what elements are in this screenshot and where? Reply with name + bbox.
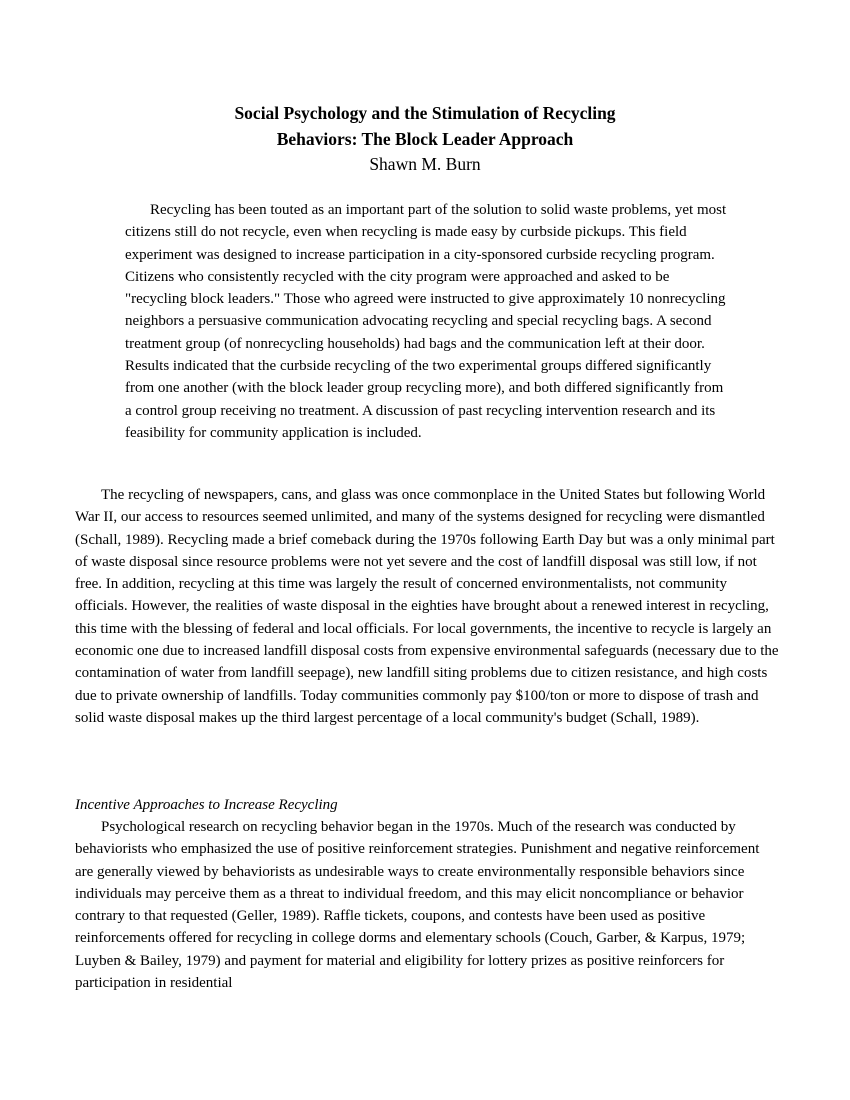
paper-title-line-2: Behaviors: The Block Leader Approach xyxy=(276,129,574,149)
section-paragraph: Psychological research on recycling behavior began in the 1970s. Much of the research was conducted by behaviorists who emphasized the use of positive reinforcement strategies. Punishment and negative reinforcement are generally viewed by behaviorists as undesirable ways to create environmentally responsible behaviors since individuals may perceive them as a threat to individual freedom, and this may elicit noncompliance or behavior contrary to that requested (Geller, 1989). Raffle tickets, coupons, and contests have been used as positive reinforcements offered for recycling in college dorms and elementary schools (Couch, Garber, & Karpus, 1979; Luyben & Bailey, 1979) and payment for material and eligibility for lottery prizes as positive reinforcers for participation in residential xyxy=(75,819,760,992)
paper-title-line-1: Social Psychology and the Stimulation of Recycling xyxy=(234,103,616,123)
abstract-paragraph: Recycling has been touted as an important part of the solution to solid waste problems, yet most citizens still do not recycle, even when recycling is made easy by curbside pickups. This field experiment was designed to increase participation in a city-sponsored curbside recycling program. Citizens who consistently recycled with the city program were approached and asked to be "recycling block leaders." Those who agreed were instructed to give approximately 10 nonrecycling neighbors a persuasive communication advocating recycling and special recycling bags. A second treatment group (of nonrecycling households) had bags and the communication left at their door. Results indicated that the curbside recycling of the two experimental groups differed significantly from one another (with the block leader group recycling more), and both differed significantly from a control group receiving no treatment. A discussion of past recycling intervention research and its feasibility for community application is included. xyxy=(125,202,727,441)
section-heading: Incentive Approaches to Increase Recycling xyxy=(75,797,338,813)
intro-paragraph: The recycling of newspapers, cans, and glass was once commonplace in the United States but following World War II, our access to resources seemed unlimited, and many of the systems designed for recycling were dismantled (Schall, 1989). Recycling made a brief comeback during the 1970s following Earth Day but was a only minimal part of waste disposal since resource problems were not yet severe and the cost of landfill disposal was still low, if not free. In addition, recycling at this time was largely the result of concerned environmentalists, not community officials. However, the realities of waste disposal in the eighties have brought about a renewed interest in recycling, this time with the blessing of federal and local officials. For local governments, the incentive to recycle is largely an economic one due to increased landfill disposal costs from expensive environmental safeguards (necessary due to the contamination of water from landfill seepage), new landfill siting problems due to citizen resistance, and high costs due to private ownership of landfills. Today communities commonly pay $100/ton or more to dispose of trash and solid waste disposal makes up the third largest percentage of a local community's budget (Schall, 1989). xyxy=(75,487,779,726)
paper-author: Shawn M. Burn xyxy=(369,154,481,174)
